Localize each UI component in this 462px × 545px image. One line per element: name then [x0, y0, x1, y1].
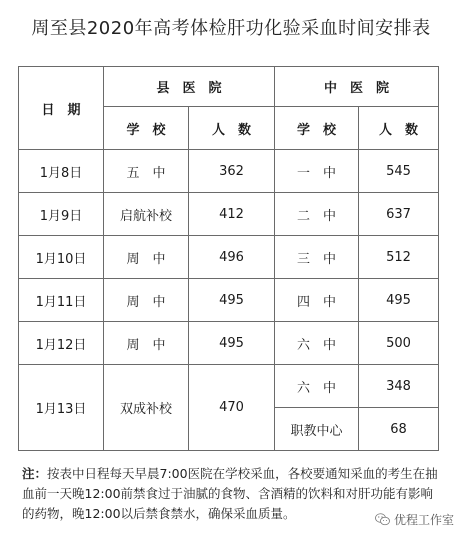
date-cell: 1月8日: [19, 150, 104, 193]
wechat-icon: [375, 513, 390, 526]
central-hospital-header: 中 医 院: [275, 67, 439, 107]
county-count-cell: 495: [189, 322, 275, 365]
date-cell: 1月11日: [19, 279, 104, 322]
central-school-cell: 二 中: [275, 193, 359, 236]
county-school-cell: 双成补校: [104, 365, 189, 451]
county-school-cell: 启航补校: [104, 193, 189, 236]
county-count-header: 人 数: [189, 107, 275, 150]
county-school-cell: 周 中: [104, 279, 189, 322]
central-count-cell: 495: [359, 279, 439, 322]
central-count-cell: 348: [359, 365, 439, 408]
central-school-cell: 三 中: [275, 236, 359, 279]
county-count-cell: 412: [189, 193, 275, 236]
central-school-cell: 六 中: [275, 365, 359, 408]
table-row: [19, 322, 439, 365]
county-hospital-header: 县 医 院: [104, 67, 275, 107]
central-count-cell: 545: [359, 150, 439, 193]
date-header: 日 期: [19, 67, 104, 150]
central-school-cell: 职教中心: [275, 408, 359, 451]
page-title: 周至县2020年高考体检肝功化验采血时间安排表: [31, 18, 431, 39]
date-cell: 1月12日: [19, 322, 104, 365]
county-school-cell: 周 中: [104, 322, 189, 365]
header-row-hospitals: [19, 67, 439, 107]
county-count-cell: 496: [189, 236, 275, 279]
schedule-table: [18, 66, 439, 451]
central-count-cell: 512: [359, 236, 439, 279]
county-school-header: 学 校: [104, 107, 189, 150]
watermark: [375, 511, 454, 528]
date-cell: 1月9日: [19, 193, 104, 236]
table-row: [19, 236, 439, 279]
table-row: [19, 279, 439, 322]
central-school-cell: 六 中: [275, 322, 359, 365]
county-count-cell: 470: [189, 365, 275, 451]
table-row: [19, 193, 439, 236]
table-row: [19, 365, 439, 408]
central-count-cell: 500: [359, 322, 439, 365]
central-count-cell: 637: [359, 193, 439, 236]
county-school-cell: 周 中: [104, 236, 189, 279]
notes-text: 按表中日程每天早晨7:00医院在学校采血，各校要通知采血的考生在抽血前一天晚12:00前禁食过于油腻的食物、含酒精的饮料和对肝功能有影响的药物，晚12:00以后禁食禁水，确保采血质量。: [22, 466, 438, 521]
central-count-header: 人 数: [359, 107, 439, 150]
date-cell: 1月10日: [19, 236, 104, 279]
county-school-cell: 五 中: [104, 150, 189, 193]
table-row: [19, 150, 439, 193]
county-count-cell: 495: [189, 279, 275, 322]
central-school-cell: 四 中: [275, 279, 359, 322]
central-school-header: 学 校: [275, 107, 359, 150]
date-cell: 1月13日: [19, 365, 104, 451]
central-count-cell: 68: [359, 408, 439, 451]
watermark-text: 优程工作室: [393, 513, 454, 527]
county-count-cell: 362: [189, 150, 275, 193]
notes-label: 注：: [22, 466, 48, 481]
central-school-cell: 一 中: [275, 150, 359, 193]
